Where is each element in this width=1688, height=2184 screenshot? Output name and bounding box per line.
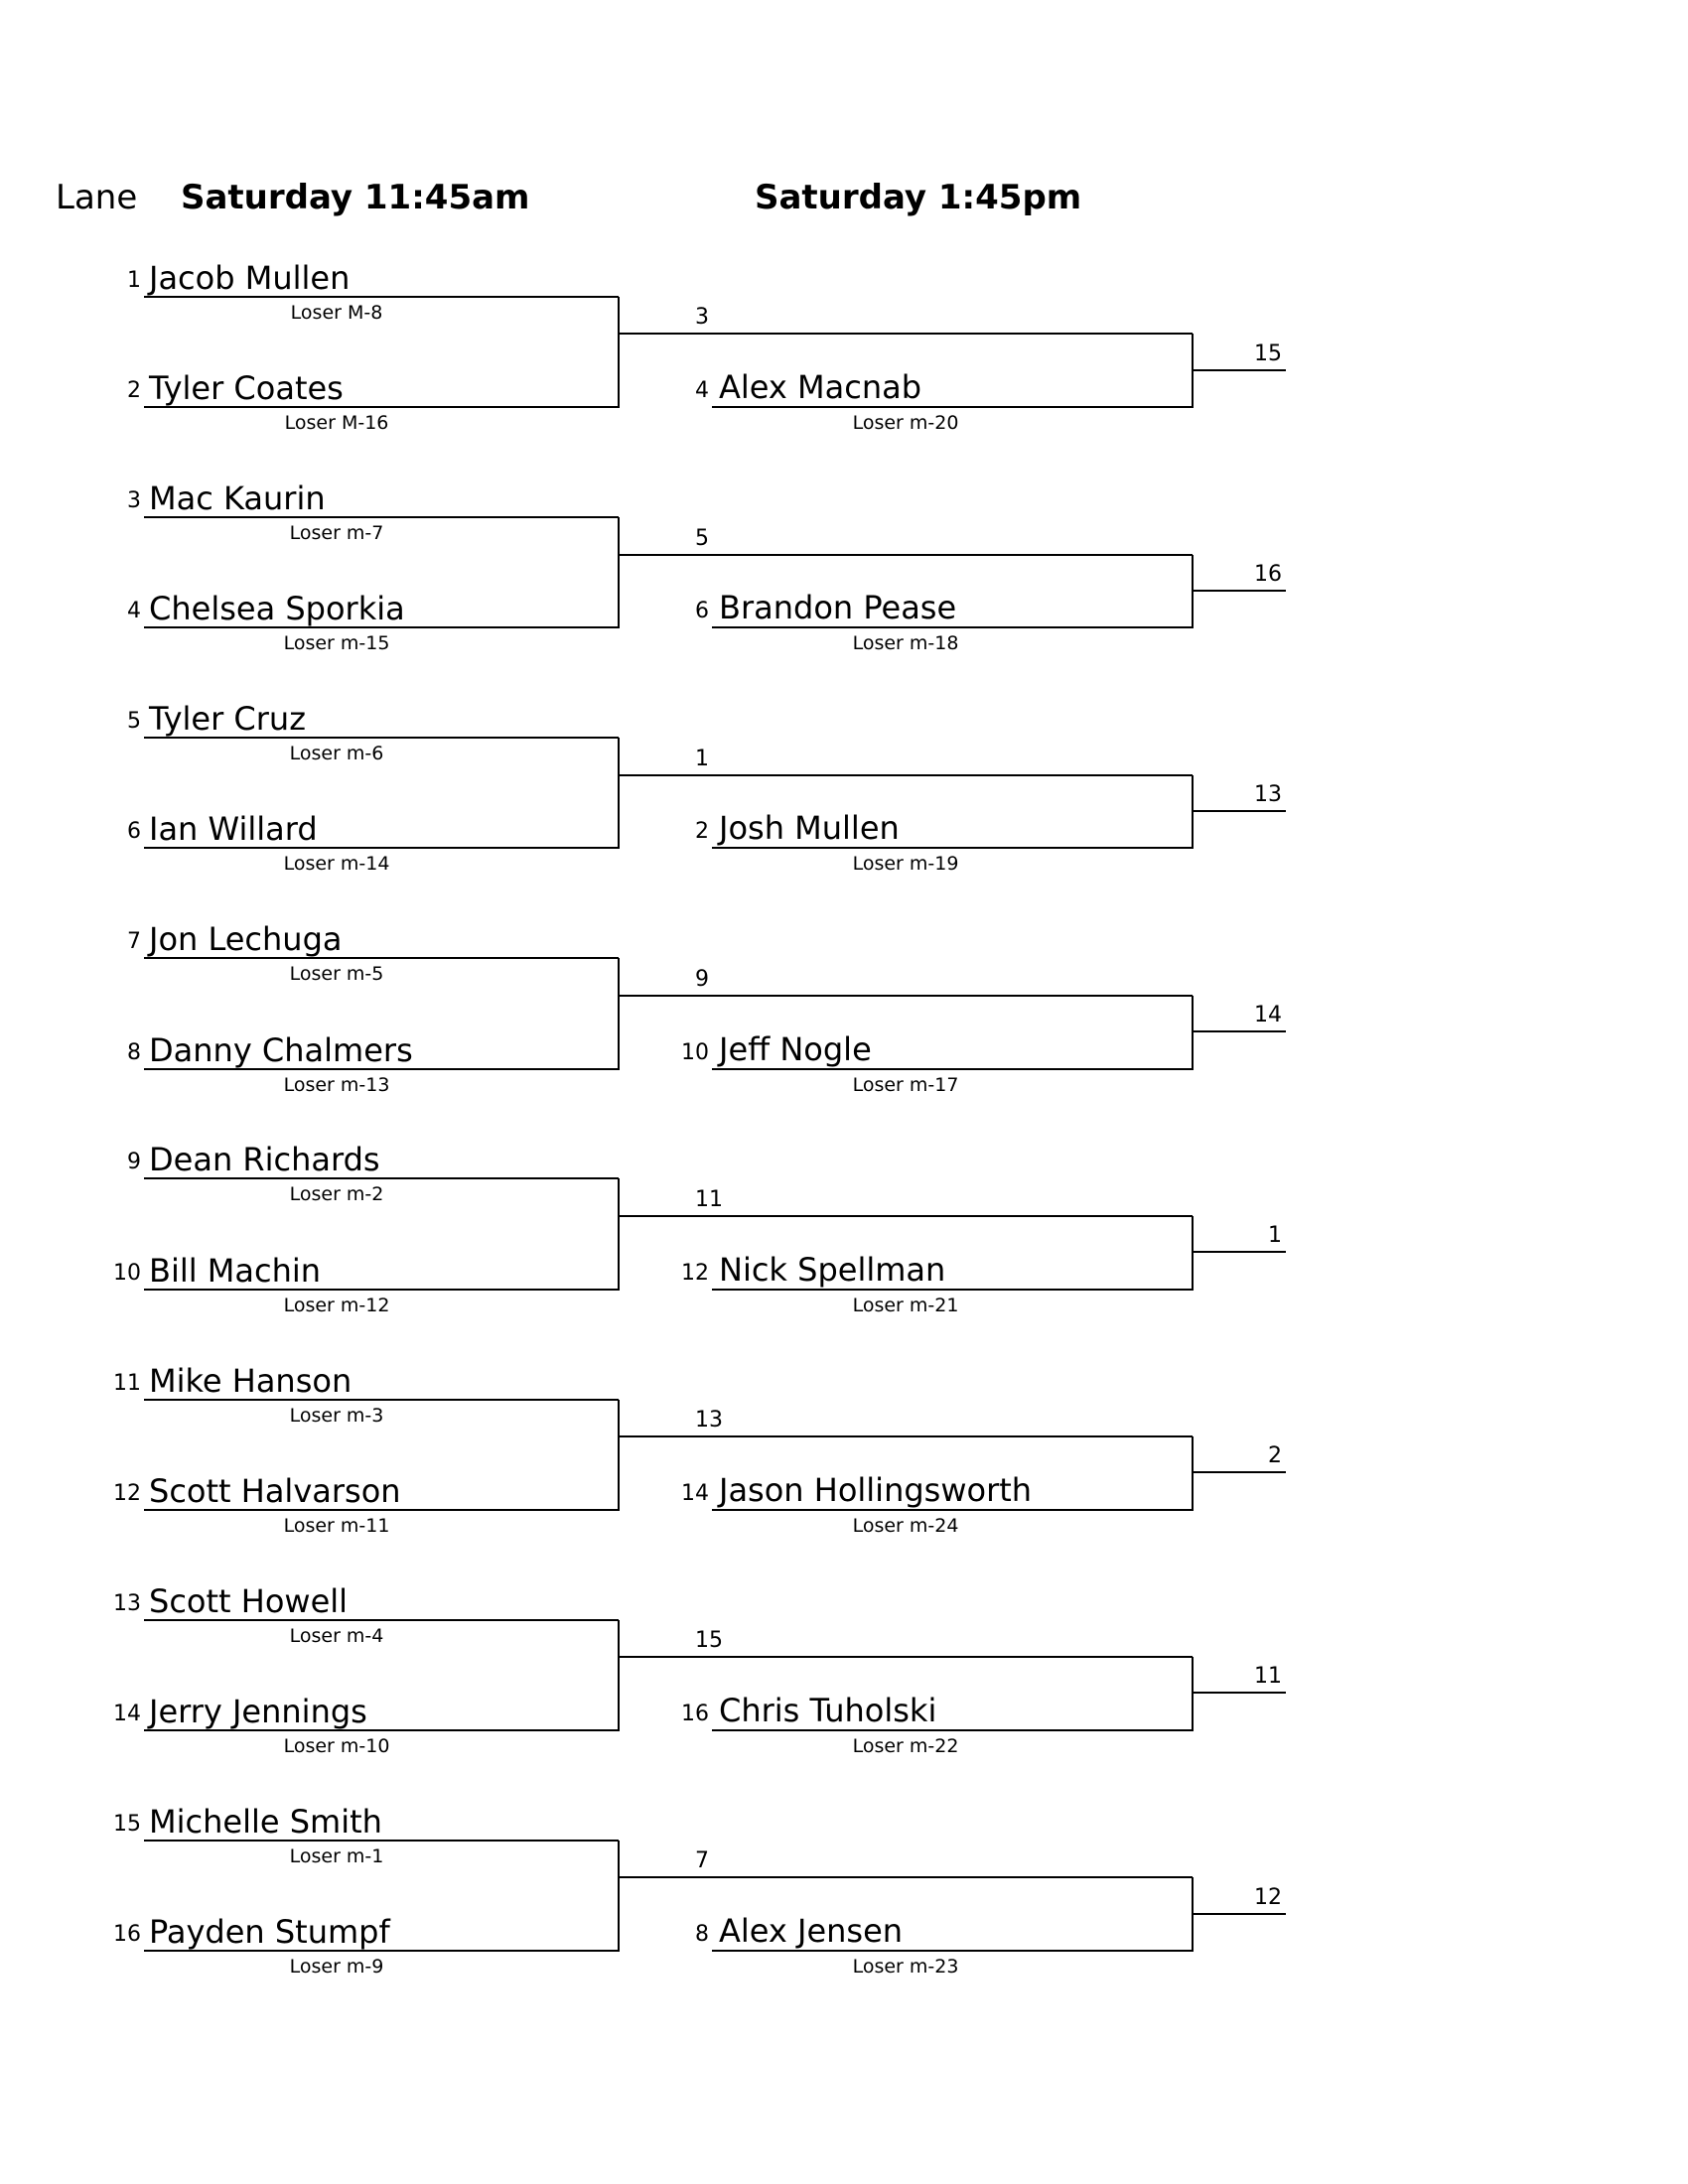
next-lane-number: 2 <box>1268 1443 1282 1468</box>
r2-top-line <box>619 1876 1193 1878</box>
r2-connector <box>1192 1436 1194 1511</box>
bowler-name: Chelsea Sporkia <box>149 590 405 627</box>
lane-number: 4 <box>127 599 141 623</box>
bowler-name: Mac Kaurin <box>149 479 326 517</box>
lane-number: 4 <box>695 378 709 403</box>
lane-number: 14 <box>681 1481 709 1506</box>
r2-top-line <box>619 995 1193 997</box>
r1-connector <box>618 738 620 849</box>
next-lane-number: 15 <box>1254 341 1282 366</box>
loser-label: Loser m-14 <box>283 853 390 875</box>
r2-connector <box>1192 555 1194 628</box>
lane-number: 9 <box>127 1150 141 1174</box>
r3-line <box>1193 590 1286 592</box>
bowler-name: Alex Macnab <box>719 368 922 406</box>
lane-number: 13 <box>113 1591 141 1616</box>
r2-top-line <box>619 554 1193 556</box>
bowler-name: Tyler Coates <box>149 369 344 407</box>
lane-number: 11 <box>113 1371 141 1396</box>
bowler-name: Bill Machin <box>149 1252 322 1290</box>
r2-connector <box>1192 1657 1194 1731</box>
r2-connector <box>1192 1216 1194 1291</box>
lane-number: 11 <box>695 1187 723 1212</box>
loser-label: Loser m-17 <box>852 1074 959 1096</box>
r2-connector <box>1192 775 1194 849</box>
lane-number: 1 <box>695 747 709 771</box>
loser-label: Loser m-19 <box>852 853 959 875</box>
bowler-name: Alex Jensen <box>719 1912 904 1950</box>
loser-label: Loser m-18 <box>852 632 959 654</box>
bowler-name: Tyler Cruz <box>149 700 306 738</box>
loser-label: Loser m-3 <box>289 1405 384 1427</box>
lane-number: 13 <box>695 1408 723 1433</box>
lane-number: 16 <box>113 1922 141 1947</box>
bowler-name: Dean Richards <box>149 1141 380 1178</box>
lane-header: Lane <box>56 178 138 217</box>
r3-line <box>1193 1471 1286 1473</box>
lane-number: 7 <box>127 929 141 954</box>
lane-number: 2 <box>695 819 709 844</box>
lane-number: 12 <box>113 1481 141 1506</box>
lane-number: 5 <box>127 709 141 734</box>
loser-label: Loser m-12 <box>283 1295 390 1316</box>
loser-label: Loser m-23 <box>852 1956 959 1978</box>
r2-top-line <box>619 333 1193 335</box>
bowler-name: Ian Willard <box>149 810 318 848</box>
loser-label: Loser m-2 <box>289 1183 384 1205</box>
r3-line <box>1193 369 1286 371</box>
r3-line <box>1193 1913 1286 1915</box>
loser-label: Loser m-5 <box>289 963 384 985</box>
r1-connector <box>618 1841 620 1952</box>
lane-number: 12 <box>681 1261 709 1286</box>
lane-number: 8 <box>695 1922 709 1947</box>
loser-label: Loser m-24 <box>852 1515 959 1537</box>
next-lane-number: 11 <box>1254 1664 1282 1689</box>
loser-label: Loser m-7 <box>289 522 384 544</box>
bowler-name: Chris Tuholski <box>719 1692 937 1729</box>
lane-number: 3 <box>127 488 141 513</box>
r1-connector <box>618 1400 620 1511</box>
lane-number: 10 <box>113 1261 141 1286</box>
lane-number: 16 <box>681 1702 709 1726</box>
lane-number: 1 <box>127 268 141 293</box>
lane-number: 6 <box>127 819 141 844</box>
loser-label: Loser m-13 <box>283 1074 390 1096</box>
bowler-name: Michelle Smith <box>149 1803 382 1841</box>
bowler-name: Nick Spellman <box>719 1251 946 1289</box>
bowler-name: Payden Stumpf <box>149 1913 390 1951</box>
lane-number: 8 <box>127 1040 141 1065</box>
bowler-name: Jason Hollingsworth <box>719 1471 1033 1509</box>
round2-header: Saturday 1:45pm <box>755 178 1082 217</box>
bowler-name: Scott Halvarson <box>149 1472 401 1510</box>
lane-number: 9 <box>695 967 709 992</box>
next-lane-number: 13 <box>1254 782 1282 807</box>
loser-label: Loser m-10 <box>283 1735 390 1757</box>
bowler-name: Jerry Jennings <box>149 1693 367 1730</box>
r2-connector <box>1192 996 1194 1070</box>
loser-label: Loser m-22 <box>852 1735 959 1757</box>
loser-label: Loser M-8 <box>290 302 383 324</box>
r2-top-line <box>619 774 1193 776</box>
r3-line <box>1193 810 1286 812</box>
lane-number: 15 <box>695 1628 723 1653</box>
r1-connector <box>618 1178 620 1291</box>
loser-label: Loser m-9 <box>289 1956 384 1978</box>
next-lane-number: 1 <box>1268 1223 1282 1248</box>
lane-number: 5 <box>695 526 709 551</box>
lane-number: 6 <box>695 599 709 623</box>
next-lane-number: 14 <box>1254 1003 1282 1027</box>
loser-label: Loser m-20 <box>852 412 959 434</box>
loser-label: Loser m-15 <box>283 632 390 654</box>
r2-top-line <box>619 1435 1193 1437</box>
bowler-name: Jacob Mullen <box>149 259 351 297</box>
lane-number: 2 <box>127 378 141 403</box>
r1-connector <box>618 1620 620 1731</box>
r3-line <box>1193 1251 1286 1253</box>
loser-label: Loser M-16 <box>284 412 389 434</box>
r3-line <box>1193 1692 1286 1694</box>
next-lane-number: 16 <box>1254 562 1282 587</box>
bowler-name: Jon Lechuga <box>149 920 343 958</box>
lane-number: 7 <box>695 1848 709 1873</box>
loser-label: Loser m-4 <box>289 1625 384 1647</box>
bowler-name: Jeff Nogle <box>719 1030 872 1068</box>
bowler-name: Danny Chalmers <box>149 1031 413 1069</box>
bowler-name: Brandon Pease <box>719 589 957 626</box>
loser-label: Loser m-21 <box>852 1295 959 1316</box>
loser-label: Loser m-11 <box>283 1515 390 1537</box>
bowler-name: Mike Hanson <box>149 1362 352 1400</box>
r2-top-line <box>619 1215 1193 1217</box>
r1-connector <box>618 958 620 1070</box>
lane-number: 10 <box>681 1040 709 1065</box>
loser-label: Loser m-6 <box>289 743 384 764</box>
bowler-name: Josh Mullen <box>719 809 900 847</box>
bowler-name: Scott Howell <box>149 1582 349 1620</box>
lane-number: 3 <box>695 305 709 330</box>
r1-connector <box>618 297 620 408</box>
r1-connector <box>618 517 620 628</box>
r2-top-line <box>619 1656 1193 1658</box>
lane-number: 15 <box>113 1812 141 1837</box>
loser-label: Loser m-1 <box>289 1845 384 1867</box>
r3-line <box>1193 1030 1286 1032</box>
next-lane-number: 12 <box>1254 1885 1282 1910</box>
lane-number: 14 <box>113 1702 141 1726</box>
round1-header: Saturday 11:45am <box>181 178 530 217</box>
